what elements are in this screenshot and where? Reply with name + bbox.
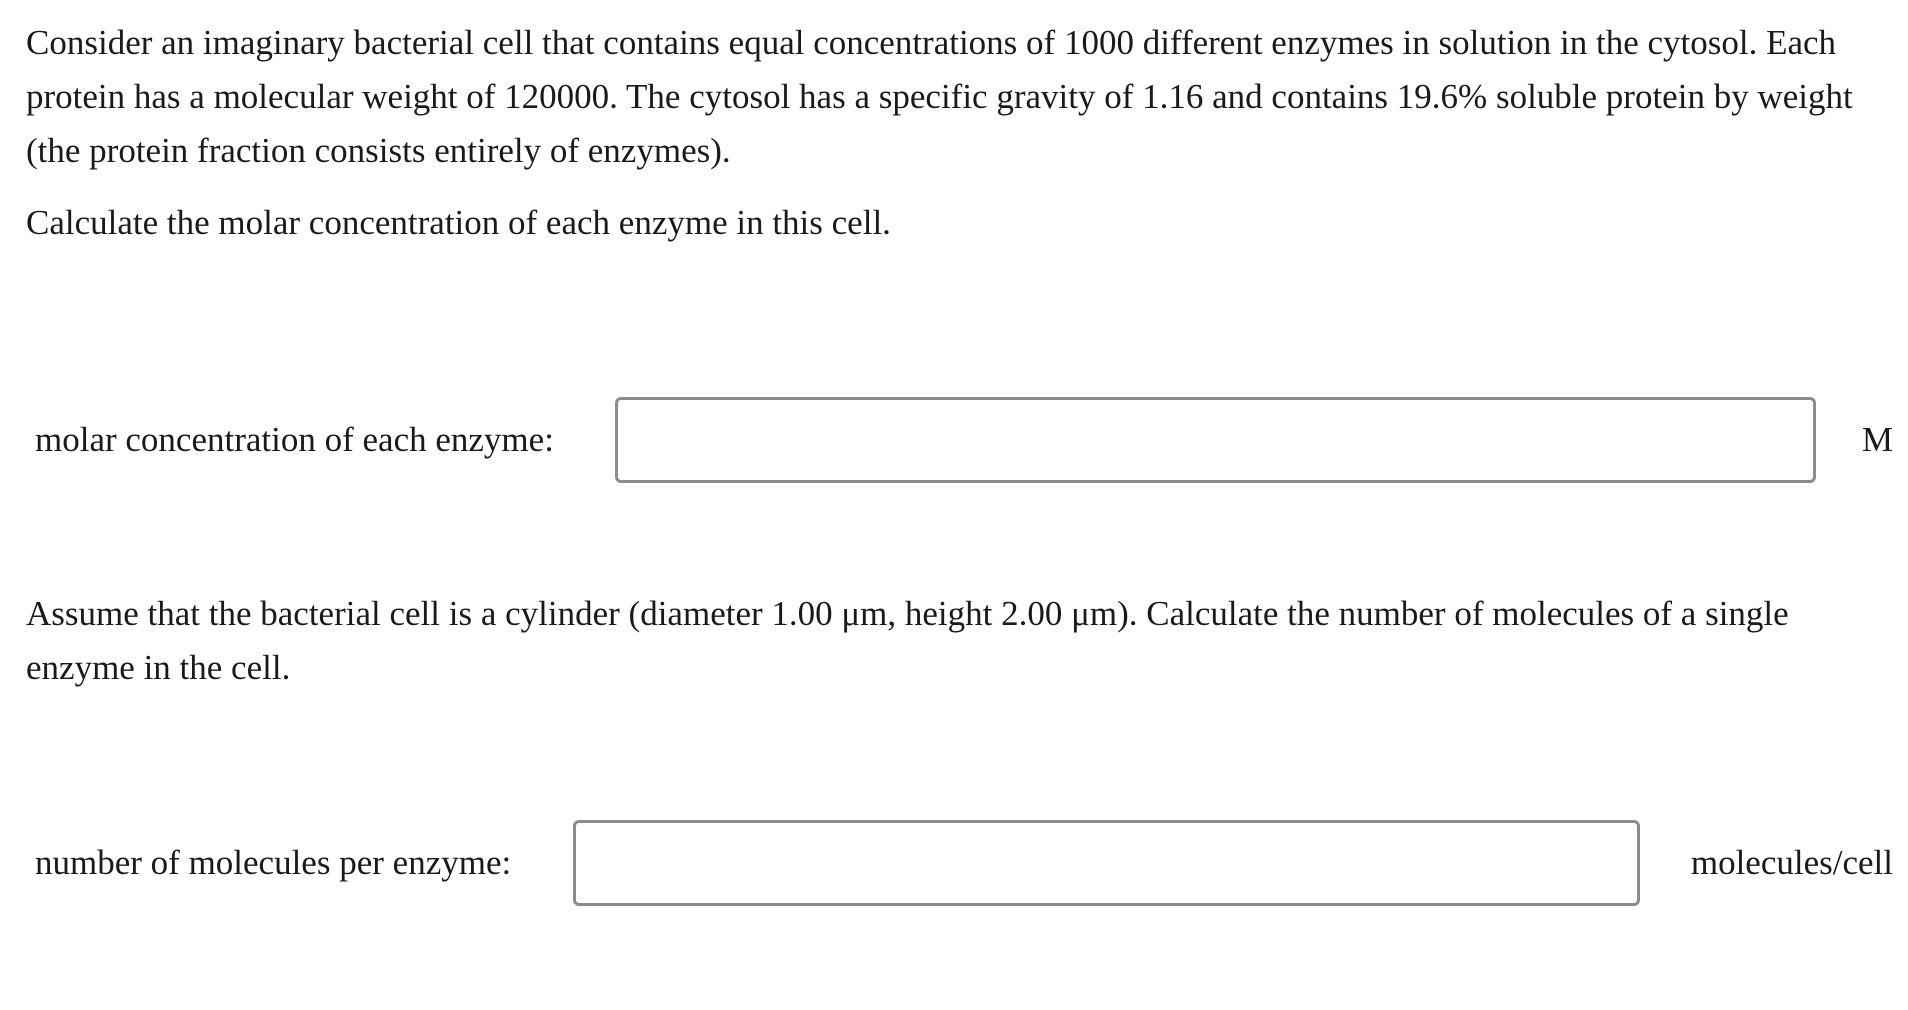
- molar-concentration-unit: M: [1861, 420, 1893, 459]
- molar-concentration-label: molar concentration of each enzyme:: [35, 420, 554, 459]
- part2-prompt: Assume that the bacterial cell is a cylinder (diameter 1.00 μm, height 2.00 μm). Calculate the number of molecules of a single enzyme in the cell.: [26, 594, 1789, 687]
- molecules-per-enzyme-unit: molecules/cell: [1690, 843, 1893, 882]
- molecules-per-enzyme-answer-row: [0, 820, 1908, 906]
- molar-concentration-answer-row: [0, 397, 1908, 483]
- molecules-per-enzyme-label: number of molecules per enzyme:: [35, 843, 512, 882]
- part1-prompt: Calculate the molar concentration of each enzyme in this cell.: [26, 203, 891, 242]
- problem-statement: Consider an imaginary bacterial cell that contains equal concentrations of 1000 different enzymes in solution in the cytosol. Each protein has a molecular weight of 120000. The cytosol has a specific gravity of 1.16 and contains 19.6% soluble protein by weight (the protein fraction consists entirely of enzymes).: [26, 23, 1853, 170]
- molecules-per-enzyme-input[interactable]: [573, 820, 1640, 906]
- molar-concentration-input[interactable]: [615, 397, 1816, 483]
